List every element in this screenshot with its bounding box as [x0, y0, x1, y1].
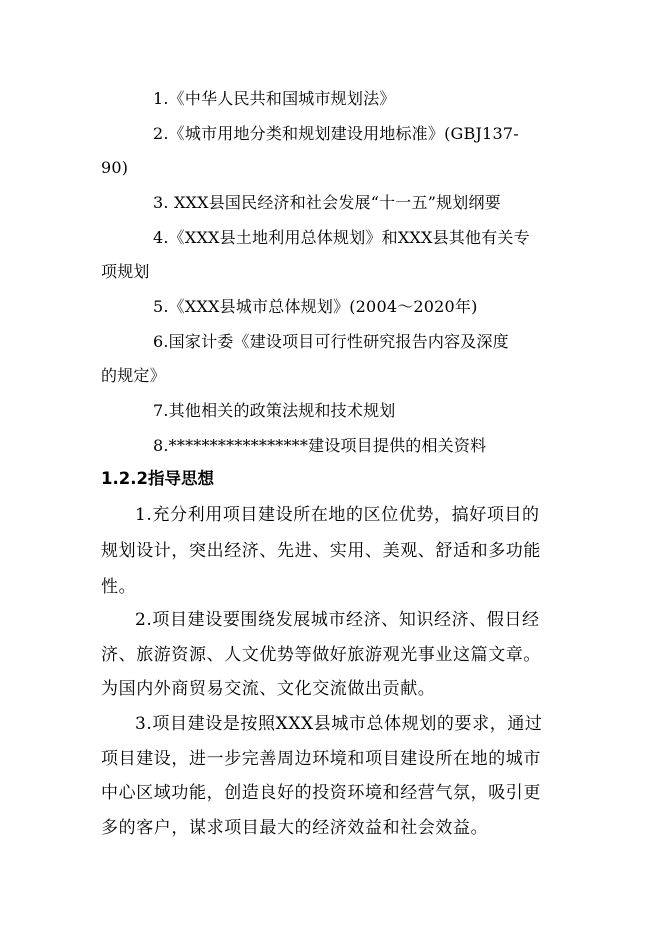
reference-item-1: 1.《中华人民共和国城市规划法》	[153, 89, 396, 108]
paragraph-1-line-3: 性。	[101, 577, 137, 597]
paragraph-1-line-2: 规划设计，突出经济、先进、实用、美观、舒适和多功能	[101, 541, 541, 561]
reference-item-6-continuation: 的规定》	[101, 366, 166, 385]
reference-item-5: 5.《XXX县城市总体规划》(2004～2020年)	[153, 297, 478, 316]
reference-item-6: 6.国家计委《建设项目可行性研究报告内容及深度	[153, 332, 509, 351]
reference-item-7: 7.其他相关的政策法规和技术规划	[153, 401, 396, 420]
section-heading: 1.2.2指导思想	[101, 469, 214, 488]
paragraph-3-line-1: 3.项目建设是按照XXX县城市总体规划的要求，通过	[135, 714, 543, 734]
paragraph-2-line-1: 2.项目建设要围绕发展城市经济、知识经济、假日经	[135, 610, 540, 630]
paragraph-3-line-2: 项目建设，进一步完善周边环境和项目建设所在地的城市	[101, 749, 541, 769]
paragraph-1-line-1: 1.充分利用项目建设所在地的区位优势，搞好项目的	[135, 505, 540, 525]
paragraph-3-line-3: 中心区域功能，创造良好的投资环境和经营气氛，吸引更	[101, 783, 541, 803]
reference-item-2-continuation: 90)	[101, 158, 129, 177]
reference-item-4-continuation: 项规划	[101, 262, 150, 281]
reference-item-2: 2.《城市用地分类和规划建设用地标准》(GBJ137-	[153, 124, 519, 143]
reference-item-8: 8.*****************建设项目提供的相关资料	[153, 436, 487, 455]
paragraph-3-line-4: 多的客户，谋求项目最大的经济效益和社会效益。	[101, 818, 489, 838]
reference-item-4: 4.《XXX县土地利用总体规划》和XXX县其他有关专	[153, 228, 530, 247]
paragraph-2-line-2: 济、旅游资源、人文优势等做好旅游观光事业这篇文章。	[101, 645, 541, 665]
paragraph-2-line-3: 为国内外商贸易交流、文化交流做出贡献。	[101, 679, 436, 699]
reference-item-3: 3. XXX县国民经济和社会发展“十一五”规划纲要	[153, 193, 501, 212]
